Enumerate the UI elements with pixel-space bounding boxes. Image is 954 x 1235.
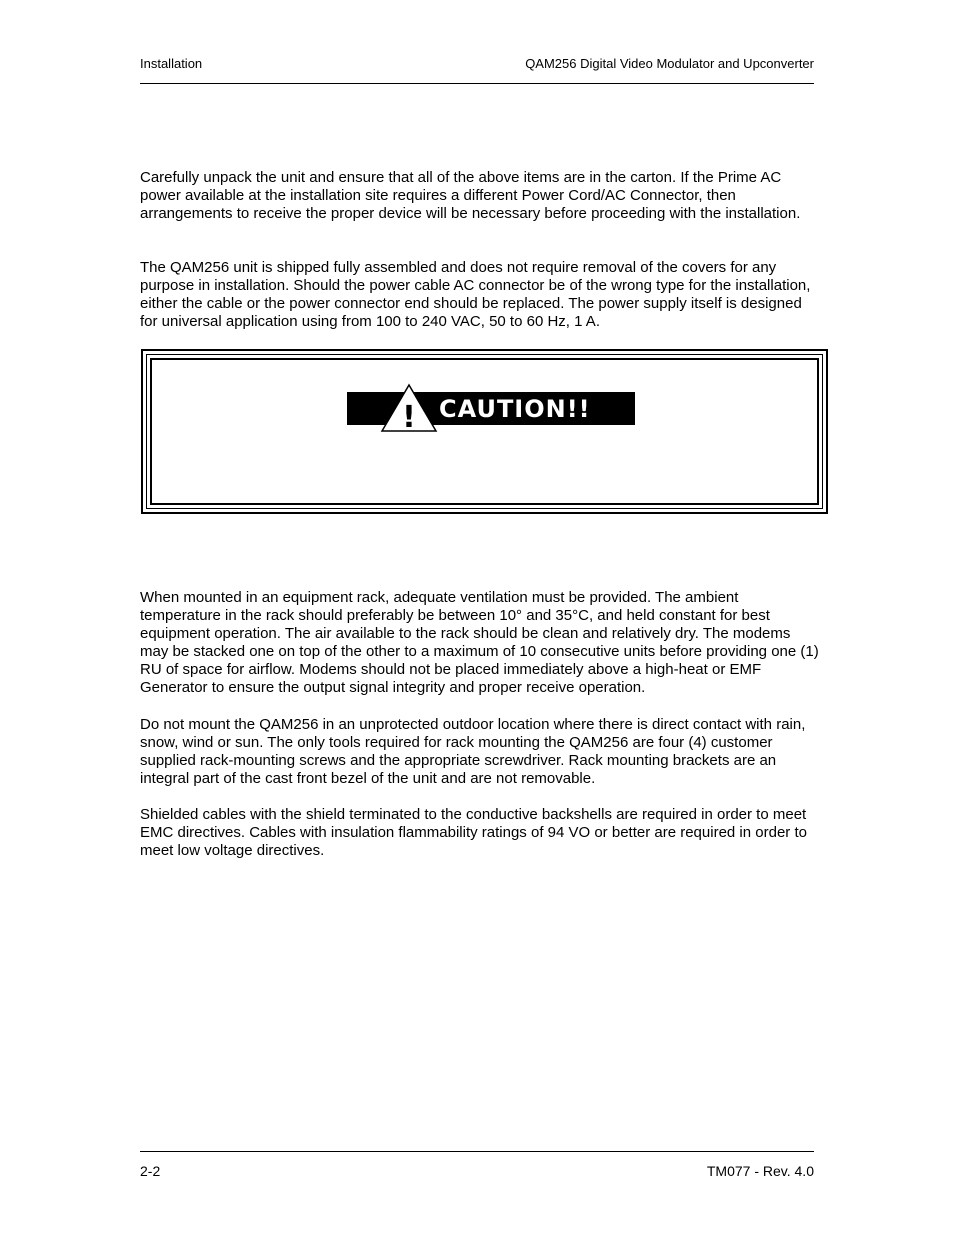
paragraph-assembly: The QAM256 unit is shipped fully assembled and does not require removal of the covers for any purpose in installation. Should the power cable AC connector be of the wrong type for the installation, either the cable or the power connector end should be replaced. The power supply itself is designed for universal application using from 100 to 240 VAC, 50 to 60 Hz, 1 A.: [140, 259, 811, 330]
footer-divider: [140, 1151, 814, 1152]
paragraph-cables: Shielded cables with the shield terminated to the conductive backshells are required in order to meet EMC directives. Cables with insulation flammability ratings of 94 VO or better are required in order to meet low voltage directives.: [140, 806, 807, 859]
caution-label: CAUTION!!: [439, 395, 591, 423]
paragraph-unpacking: Carefully unpack the unit and ensure that all of the above items are in the carton. If the Prime AC power available at the installation site requires a different Power Cord/AC Connector, then arrangements to receive the proper device will be necessary before proceeding with the installation.: [140, 169, 801, 222]
header-product-title: QAM256 Digital Video Modulator and Upconverter: [525, 56, 814, 71]
caution-symbol: !: [402, 400, 416, 433]
warning-triangle-icon: [380, 383, 438, 433]
page-number: 2-2: [140, 1163, 161, 1179]
header-section-title: Installation: [140, 56, 203, 71]
caution-box: [141, 349, 828, 514]
document-revision: TM077 - Rev. 4.0: [706, 1163, 814, 1179]
caution-graphic: [322, 371, 660, 457]
header-divider: [140, 83, 814, 84]
paragraph-mounting: Do not mount the QAM256 in an unprotected outdoor location where there is direct contact with rain, snow, wind or sun. The only tools required for rack mounting the QAM256 are four (4) customer supplied rack-mounting screws and the appropriate screwdriver. Rack mounting brackets are an integral part of the cast front bezel of the unit and are not removable.: [140, 716, 806, 787]
paragraph-ventilation: When mounted in an equipment rack, adequate ventilation must be provided. The ambient temperature in the rack should preferably be between 10° and 35°C, and held constant for best equipment operation. The air available to the rack should be clean and relatively dry. The modems may be stacked one on top of the other to a maximum of 10 consecutive units before providing one (1) RU of space for airflow. Modems should not be placed immediately above a high-heat or EMF Generator to ensure the output signal integrity and proper receive operation.: [140, 589, 819, 696]
